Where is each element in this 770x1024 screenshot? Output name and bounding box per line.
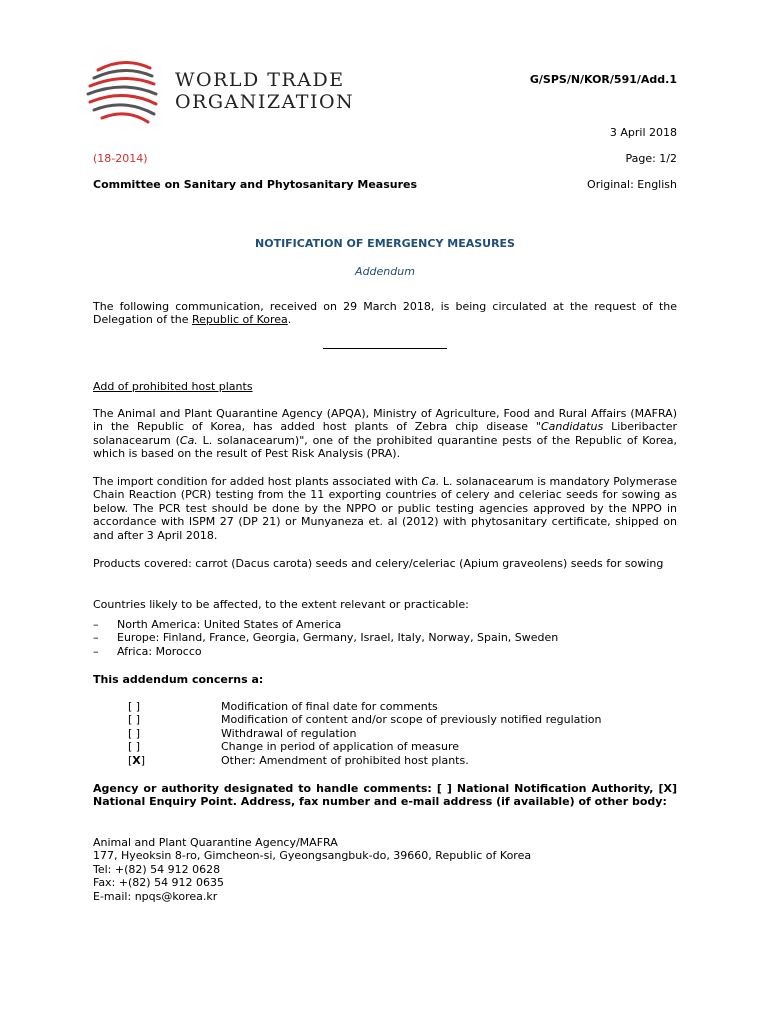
concern-item: [ ] Modification of final date for comments — [128, 700, 438, 713]
wto-logo-icon — [84, 58, 162, 130]
document-symbol: G/SPS/N/KOR/591/Add.1 — [529, 73, 677, 86]
contact-address: 177, Hyeoksin 8-ro, Gimcheon-si, Gyeongsangbuk-do, 39660, Republic of Korea — [93, 849, 532, 863]
import-condition-paragraph: The import condition for added host plants associated with Ca. L. solanacearum is mandatory Polymerase Chain Reaction (PCR) testing from the 11 exporting countries of celery and celeriac seeds for sowing as below. The PCR test should be done by the NPPO or public testing agencies approved by the NPPO in accordance with ISPM 27 (DP 21) or Munyaneza et. al (2012) with phytosanitary certificate, shipped on and after 3 April 2018. — [93, 475, 678, 542]
intro-paragraph: The following communication, received on 29 March 2018, is being circulated at the request of the Delegation of the Republic of Korea. — [93, 300, 677, 327]
checkbox-unchecked: [ ] — [128, 740, 141, 754]
contact-tel: Tel: +(82) 54 912 0628 — [93, 862, 221, 876]
page-number: Page: 1/2 — [625, 152, 677, 165]
contact-fax: Fax: +(82) 54 912 0635 — [93, 876, 225, 890]
org-name-line2: ORGANIZATION — [175, 91, 355, 113]
page-title: NOTIFICATION OF EMERGENCY MEASURES — [255, 237, 515, 250]
concerns-list — [128, 700, 688, 767]
section-heading: Add of prohibited host plants — [93, 380, 253, 393]
committee-name: Committee on Sanitary and Phytosanitary Measures — [93, 178, 418, 191]
reference-number: (18-2014) — [93, 152, 148, 165]
checkbox-unchecked: [ ] — [128, 700, 141, 713]
original-language: Original: English — [587, 178, 677, 191]
page-subtitle: Addendum — [355, 265, 415, 278]
host-plants-paragraph: The Animal and Plant Quarantine Agency (APQA), Ministry of Agriculture, Food and Rural Affairs (MAFRA) in the Republic of Korea, has added host plants of Zebra chip disease "Candidatus Liberibacter solanacearum (Ca. L. solanacearum)", one of the prohibited quarantine pests of the Republic of Korea, which is based on the result of Pest Risk Analysis (PRA). — [93, 407, 677, 461]
contact-name: Animal and Plant Quarantine Agency/MAFRA — [93, 836, 338, 849]
list-item: – Europe: Finland, France, Georgia, Germany, Israel, Italy, Norway, Spain, Sweden — [93, 631, 677, 644]
concern-item: [ ] Withdrawal of regulation — [128, 726, 357, 740]
concern-item: [X] Other: Amendment of prohibited host plants. — [128, 753, 469, 767]
concerns-heading: This addendum concerns a: — [93, 673, 264, 686]
agency-heading: Agency or authority designated to handle comments: [ ] National Notification Authority, [X] National Enquiry Point. Address, fax number and e-mail address (if available) of other body: — [93, 782, 677, 809]
contact-email[interactable]: E-mail: npqs@korea.kr — [93, 889, 218, 903]
list-item: – Africa: Morocco — [93, 645, 677, 658]
contact-block — [93, 836, 677, 903]
separator-line — [323, 348, 447, 349]
checkbox-checked: [X] — [128, 753, 146, 767]
document-date: 3 April 2018 — [609, 126, 677, 139]
checkbox-unchecked: [ ] — [128, 726, 141, 740]
country-link[interactable]: Republic of Korea — [192, 313, 288, 327]
countries-intro: Countries likely to be affected, to the extent relevant or practicable: — [93, 598, 469, 611]
list-item: – North America: United States of America — [93, 618, 677, 631]
concern-item: [ ] Modification of content and/or scope of previously notified regulation — [128, 713, 602, 727]
concern-item: [ ] Change in period of application of measure — [128, 740, 460, 754]
countries-list — [93, 618, 677, 658]
products-covered: Products covered: carrot (Dacus carota) seeds and celery/celeriac (Apium graveolens) seeds for sowing — [93, 557, 664, 570]
checkbox-unchecked: [ ] — [128, 713, 141, 727]
org-name-line1: WORLD TRADE — [175, 69, 345, 91]
